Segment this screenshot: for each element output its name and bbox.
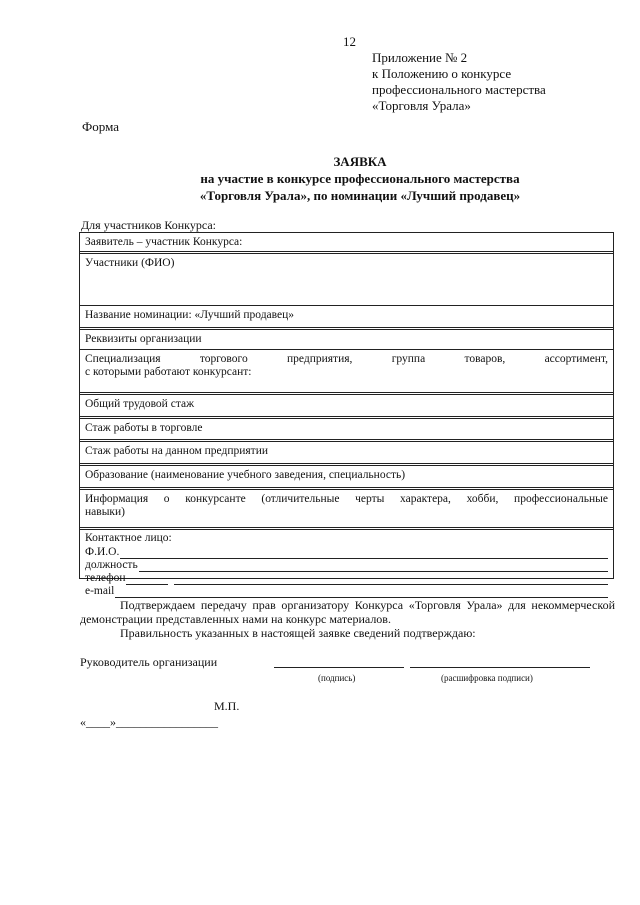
row-label: Стаж работы в торговле: [85, 422, 203, 434]
signature-decoding-caption: (расшифровка подписи): [441, 673, 533, 683]
row-label: Реквизиты организации: [85, 333, 202, 345]
page-number: 12: [343, 34, 356, 49]
table-caption: Для участников Конкурса:: [81, 218, 216, 232]
title-line: на участие в конкурсе профессионального мастерства: [200, 171, 520, 186]
contact-position-field[interactable]: [85, 559, 608, 572]
row-education[interactable]: [80, 466, 613, 490]
appendix-line: к Положению о конкурсе: [372, 66, 512, 81]
row-requisites[interactable]: [80, 330, 613, 350]
head-of-organization-label: Руководитель организации: [80, 655, 218, 669]
confirmation-text: [80, 598, 615, 640]
contact-phone-field[interactable]: [85, 572, 608, 585]
row-company-experience[interactable]: [80, 442, 613, 466]
row-label: Общий трудовой стаж: [85, 398, 195, 410]
row-label: Образование (наименование учебного заведения, специальность): [85, 469, 406, 481]
contact-phone-line-2[interactable]: [174, 573, 608, 585]
confirmation-paragraph: Подтверждаем передачу прав организатору Конкурса «Торговля Урала» для некоммерческой демонстрации представленных нами на конкурс материалов.: [80, 598, 615, 626]
row-label: Информация о конкурсанте (отличительные черты характера, хобби, профессиональные: [85, 493, 608, 505]
row-label: Участники (ФИО): [85, 257, 175, 269]
row-label: навыки): [85, 506, 125, 518]
contact-email-label: e-mail: [85, 585, 115, 597]
contact-fio-line[interactable]: [120, 547, 608, 559]
contact-phone-line[interactable]: [126, 573, 168, 585]
row-participants[interactable]: [80, 254, 613, 306]
row-specialization[interactable]: [80, 350, 613, 395]
contact-phone-label: телефон: [85, 572, 126, 584]
contact-position-line[interactable]: [139, 560, 608, 572]
appendix-line: профессионального мастерства: [372, 82, 546, 97]
contact-email-line[interactable]: [115, 586, 608, 598]
row-trade-experience[interactable]: [80, 419, 613, 442]
appendix-line: Приложение № 2: [372, 50, 468, 65]
contact-position-label: должность: [85, 559, 138, 571]
contact-email-field[interactable]: [85, 585, 608, 598]
title-main: ЗАЯВКА: [333, 154, 387, 169]
signature-decoding-line[interactable]: [410, 667, 590, 668]
confirmation-paragraph: Правильность указанных в настоящей заявке сведений подтверждаю:: [120, 626, 476, 640]
row-contact: [80, 530, 613, 597]
document-title: [80, 153, 640, 204]
row-label: Название номинации: «Лучший продавец»: [85, 309, 295, 321]
contact-fio-label: Ф.И.О.: [85, 546, 120, 558]
row-label: Стаж работы на данном предприятии: [85, 445, 269, 457]
signature-line[interactable]: [274, 667, 404, 668]
application-table: [79, 232, 614, 597]
contact-fio-field[interactable]: [85, 545, 608, 559]
form-label: Форма: [82, 119, 119, 134]
date-field[interactable]: «____»_________________: [80, 715, 218, 729]
row-contestant-info[interactable]: [80, 490, 613, 530]
signature-caption: (подпись): [318, 673, 356, 683]
row-total-experience[interactable]: [80, 395, 613, 419]
appendix-header: [372, 50, 546, 114]
row-label: с которыми работают конкурсант:: [85, 366, 252, 378]
row-nomination: [80, 306, 613, 330]
seal-label: М.П.: [214, 699, 240, 713]
title-line: «Торговля Урала», по номинации «Лучший продавец»: [199, 188, 521, 203]
row-applicant: [80, 233, 613, 254]
appendix-line: «Торговля Урала»: [372, 98, 471, 113]
row-label: Специализация торгового предприятия, группа товаров, ассортимент,: [85, 353, 608, 365]
row-label: Заявитель – участник Конкурса:: [85, 236, 243, 248]
contact-title: Контактное лицо:: [85, 532, 172, 544]
